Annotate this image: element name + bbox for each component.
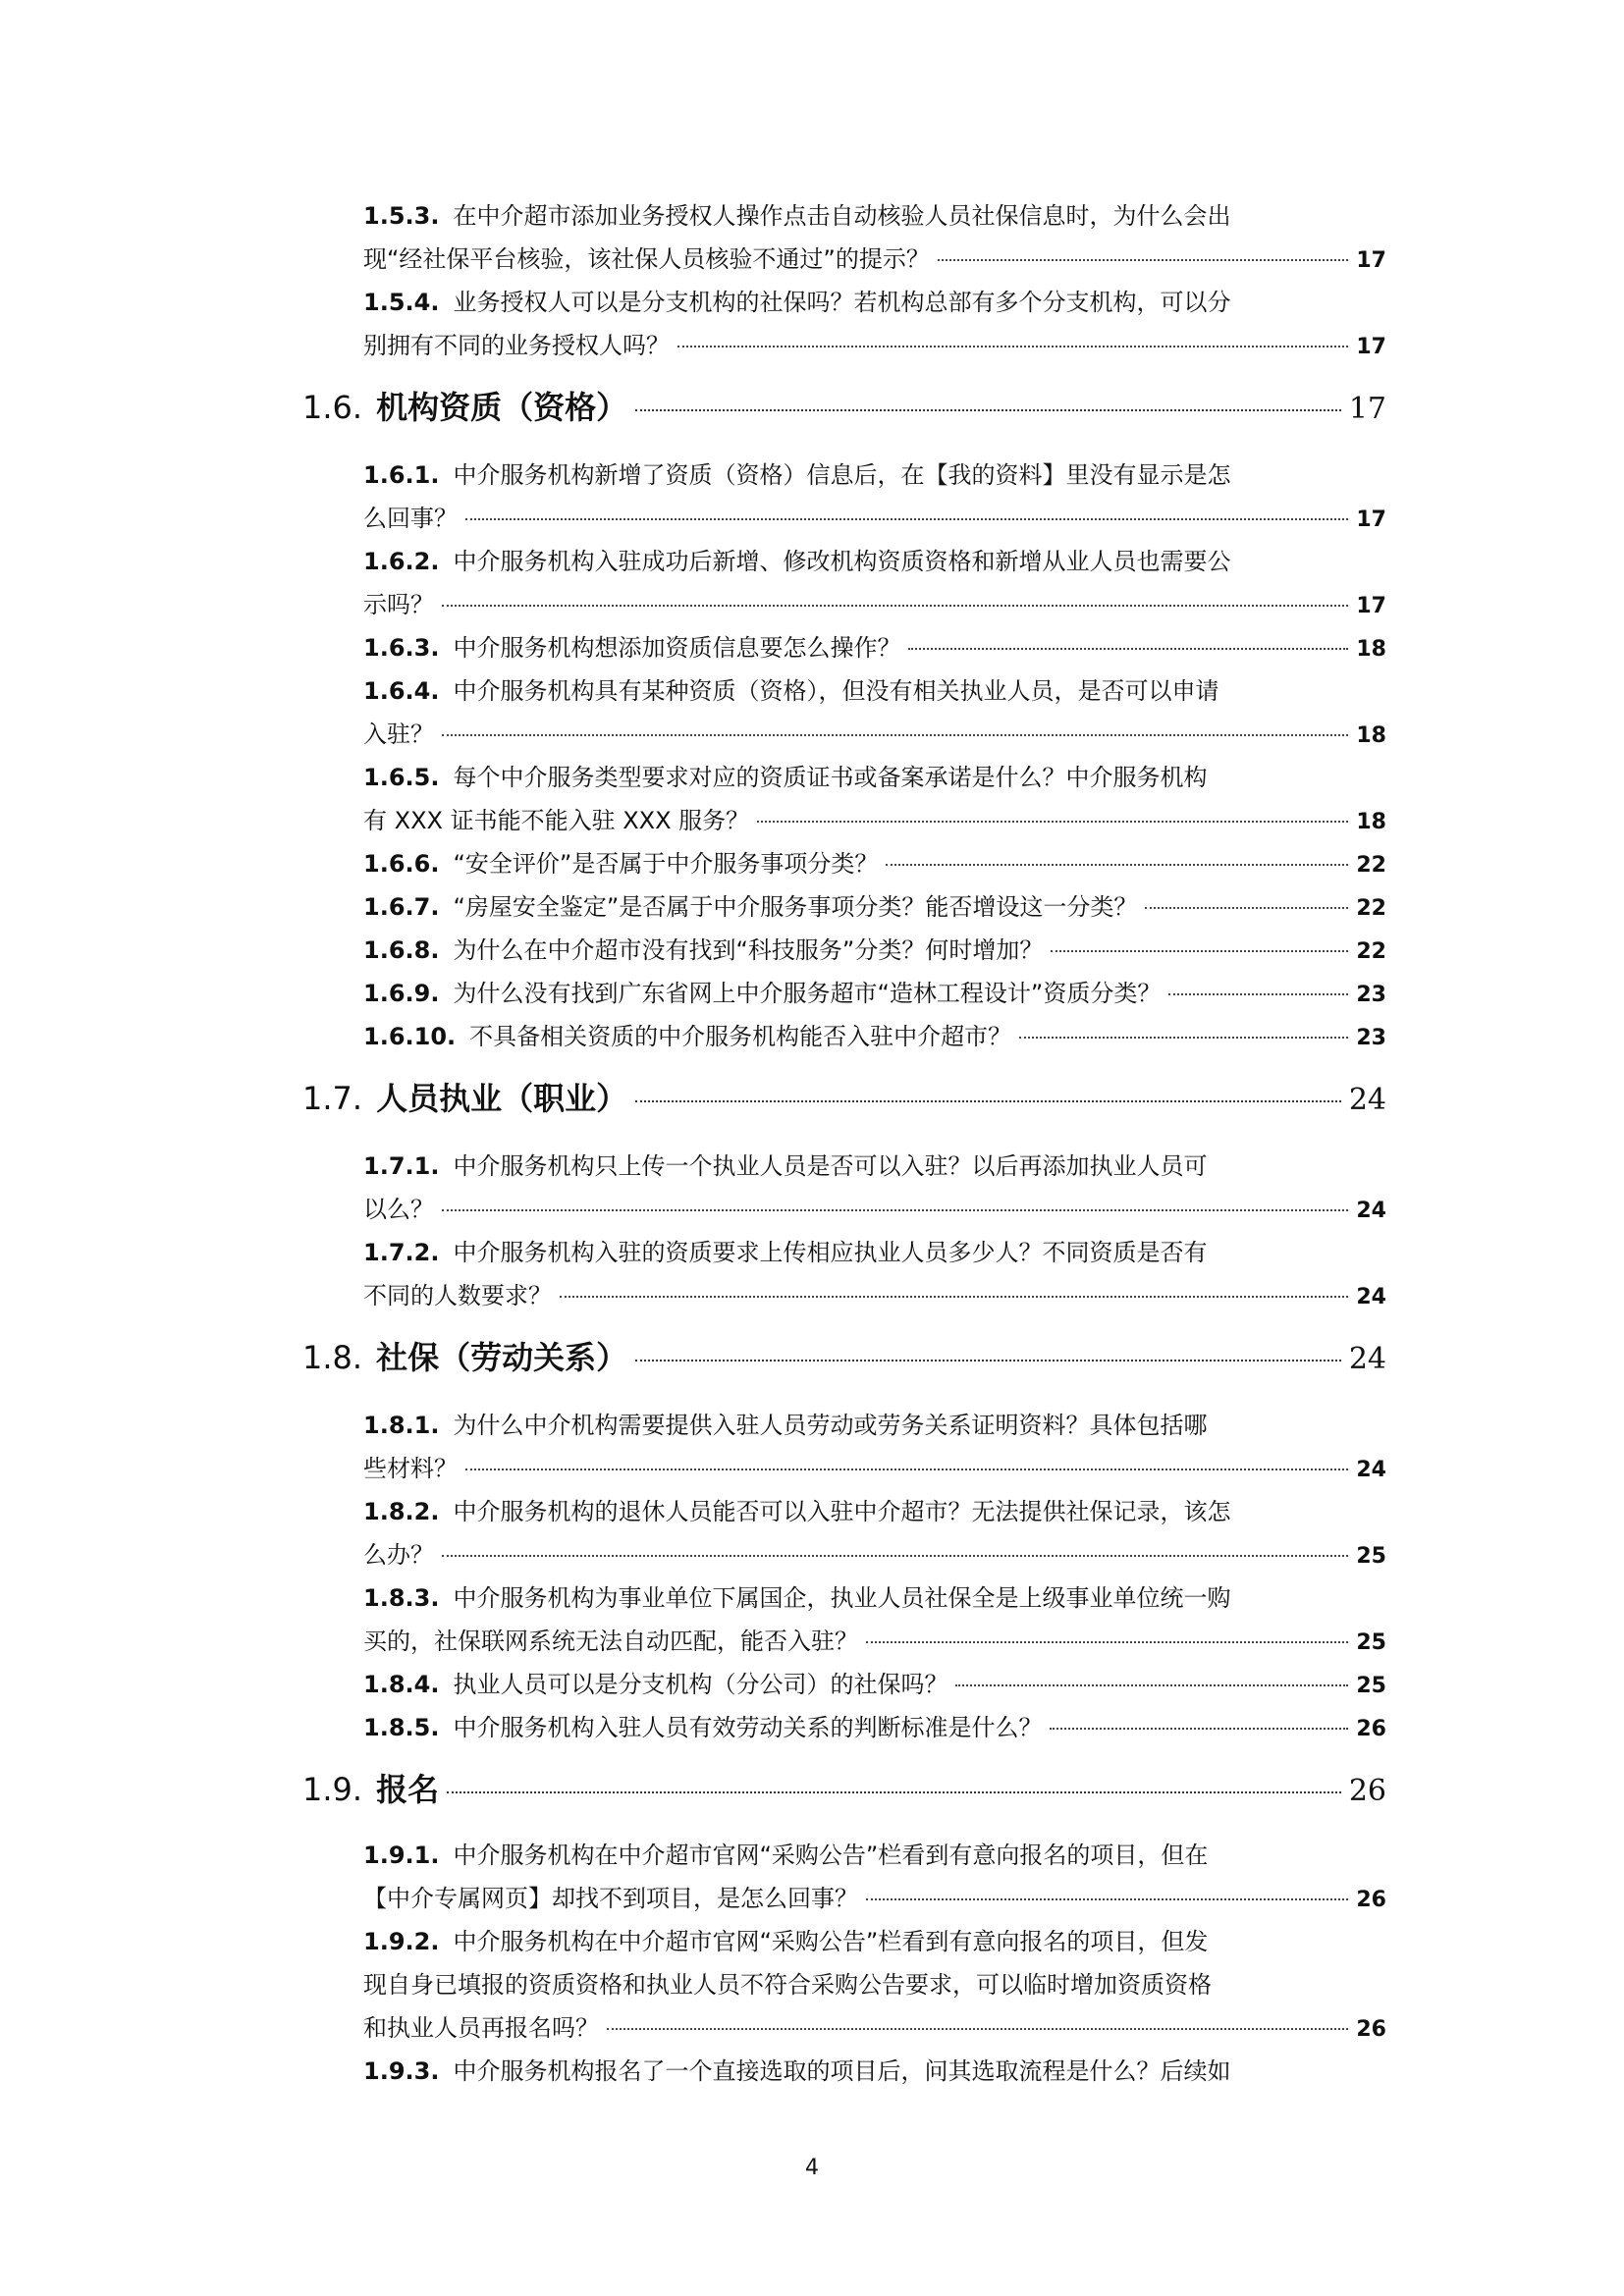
toc-entry-1-5-3[interactable]: 1.5.3. 在中介超市添加业务授权人操作点击自动核验人员社保信息时，为什么会出 (363, 202, 1231, 230)
toc-entry-1-6-1-cont[interactable]: 么回事？ 17 (363, 505, 1386, 532)
dot-leader (1051, 950, 1348, 952)
page-number: 4 (805, 2156, 819, 2180)
dot-leader (635, 409, 1341, 411)
toc-entry-1-6-7[interactable]: 1.6.7. “房屋安全鉴定”是否属于中介服务事项分类？能否增设这一分类？ 22 (363, 893, 1386, 921)
toc-entry-1-9-2-cont2[interactable]: 和执业人员再报名吗？ 26 (363, 2014, 1386, 2042)
toc-entry-1-6-6[interactable]: 1.6.6. “安全评价”是否属于中介服务事项分类？ 22 (363, 850, 1386, 878)
toc-entry-1-6-2[interactable]: 1.6.2. 中介服务机构入驻成功后新增、修改机构资质资格和新增从业人员也需要公 (363, 548, 1231, 575)
toc-entry-1-8-3-cont[interactable]: 买的，社保联网系统无法自动匹配，能否入驻？ 25 (363, 1628, 1386, 1655)
toc-entry-1-7-2-cont[interactable]: 不同的人数要求？ 24 (363, 1282, 1386, 1309)
toc-entry-1-9-1-cont[interactable]: 【中介专属网页】却找不到项目，是怎么回事？ 26 (363, 1885, 1386, 1912)
toc-entry-1-8-5[interactable]: 1.8.5. 中介服务机构入驻人员有效劳动关系的判断标准是什么？ 26 (363, 1714, 1386, 1741)
dot-leader (442, 1555, 1348, 1557)
toc-entry-1-7-2[interactable]: 1.7.2. 中介服务机构入驻的资质要求上传相应执业人员多少人？不同资质是否有 (363, 1239, 1208, 1266)
toc-entry-1-9-1[interactable]: 1.9.1. 中介服务机构在中介超市官网“采购公告”栏看到有意向报名的项目，但在 (363, 1842, 1209, 1869)
dot-leader (757, 821, 1348, 823)
toc-entry-1-8-4[interactable]: 1.8.4. 执业人员可以是分支机构（分公司）的社保吗？ 25 (363, 1671, 1386, 1698)
toc-entry-1-6-5-cont[interactable]: 有 XXX 证书能不能入驻 XXX 服务？ 18 (363, 807, 1386, 834)
toc-entry-1-6-9[interactable]: 1.6.9. 为什么没有找到广东省网上中介服务超市“造林工程设计”资质分类？ 23 (363, 980, 1386, 1007)
dot-leader (442, 605, 1348, 607)
toc-entry-1-8-1[interactable]: 1.8.1. 为什么中介机构需要提供入驻人员劳动或劳务关系证明资料？具体包括哪 (363, 1412, 1208, 1439)
toc-section-1-9[interactable]: 1.9. 报名 26 (302, 1771, 1386, 1808)
toc-section-1-6[interactable]: 1.6. 机构资质（资格） 17 (302, 389, 1386, 426)
toc-entry-1-5-4-cont[interactable]: 别拥有不同的业务授权人吗？ 17 (363, 332, 1386, 359)
toc-entry-1-8-3[interactable]: 1.8.3. 中介服务机构为事业单位下属国企，执业人员社保全是上级事业单位统一购 (363, 1584, 1231, 1612)
dot-leader (1050, 1728, 1348, 1730)
dot-leader (908, 648, 1348, 650)
toc-entry-1-6-5[interactable]: 1.6.5. 每个中介服务类型要求对应的资质证书或备案承诺是什么？中介服务机构 (363, 764, 1208, 791)
dot-leader (866, 1898, 1348, 1900)
dot-leader (465, 518, 1348, 520)
dot-leader (465, 1468, 1348, 1470)
dot-leader (560, 1296, 1348, 1298)
toc-entry-1-6-3[interactable]: 1.6.3. 中介服务机构想添加资质信息要怎么操作？ 18 (363, 634, 1386, 662)
toc-entry-1-6-2-cont[interactable]: 示吗？ 17 (363, 591, 1386, 618)
toc-entry-1-8-2-cont[interactable]: 么办？ 25 (363, 1541, 1386, 1569)
toc-entry-1-9-3[interactable]: 1.9.3. 中介服务机构报名了一个直接选取的项目后，问其选取流程是什么？后续如 (363, 2057, 1231, 2085)
toc-entry-1-5-3-cont[interactable]: 现“经社保平台核验，该社保人员核验不通过”的提示？ 17 (363, 245, 1386, 273)
toc-section-1-8[interactable]: 1.8. 社保（劳动关系） 24 (302, 1339, 1386, 1376)
toc-entry-1-7-1[interactable]: 1.7.1. 中介服务机构只上传一个执业人员是否可以入驻？以后再添加执业人员可 (363, 1152, 1208, 1180)
toc-entry-1-6-8[interactable]: 1.6.8. 为什么在中介超市没有找到“科技服务”分类？何时增加？ 22 (363, 936, 1386, 964)
dot-leader (955, 1684, 1348, 1686)
dot-leader (442, 734, 1348, 736)
toc-entry-1-6-1[interactable]: 1.6.1. 中介服务机构新增了资质（资格）信息后，在【我的资料】里没有显示是怎 (363, 461, 1231, 489)
dot-leader (1168, 993, 1348, 995)
toc-entry-1-7-1-cont[interactable]: 以么？ 24 (363, 1196, 1386, 1223)
toc-entry-1-6-10[interactable]: 1.6.10. 不具备相关资质的中介服务机构能否入驻中介超市？ 23 (363, 1023, 1386, 1050)
toc-entry-1-9-2-cont1[interactable]: 现自身已填报的资质资格和执业人员不符合采购公告要求，可以临时增加资质资格 (363, 1971, 1212, 1999)
toc-entry-1-5-4[interactable]: 1.5.4. 业务授权人可以是分支机构的社保吗？若机构总部有多个分支机构，可以分 (363, 289, 1231, 316)
dot-leader (635, 1360, 1341, 1362)
dot-leader (1019, 1037, 1348, 1039)
toc-entry-1-8-2[interactable]: 1.8.2. 中介服务机构的退休人员能否可以入驻中介超市？无法提供社保记录，该怎 (363, 1498, 1231, 1525)
dot-leader (447, 1791, 1341, 1793)
toc-entry-1-9-2[interactable]: 1.9.2. 中介服务机构在中介超市官网“采购公告”栏看到有意向报名的项目，但发 (363, 1928, 1209, 1955)
dot-leader (677, 346, 1348, 347)
dot-leader (886, 864, 1348, 866)
dot-leader (635, 1100, 1341, 1102)
dot-leader (442, 1209, 1348, 1211)
dot-leader (1145, 907, 1348, 909)
toc-entry-1-8-1-cont[interactable]: 些材料？ 24 (363, 1455, 1386, 1482)
dot-leader (938, 259, 1349, 261)
dot-leader (607, 2028, 1348, 2030)
dot-leader (866, 1641, 1348, 1643)
toc-entry-1-6-4[interactable]: 1.6.4. 中介服务机构具有某种资质（资格），但没有相关执业人员，是否可以申请 (363, 677, 1219, 705)
toc-entry-1-6-4-cont[interactable]: 入驻？ 18 (363, 721, 1386, 748)
toc-section-1-7[interactable]: 1.7. 人员执业（职业） 24 (302, 1080, 1386, 1117)
